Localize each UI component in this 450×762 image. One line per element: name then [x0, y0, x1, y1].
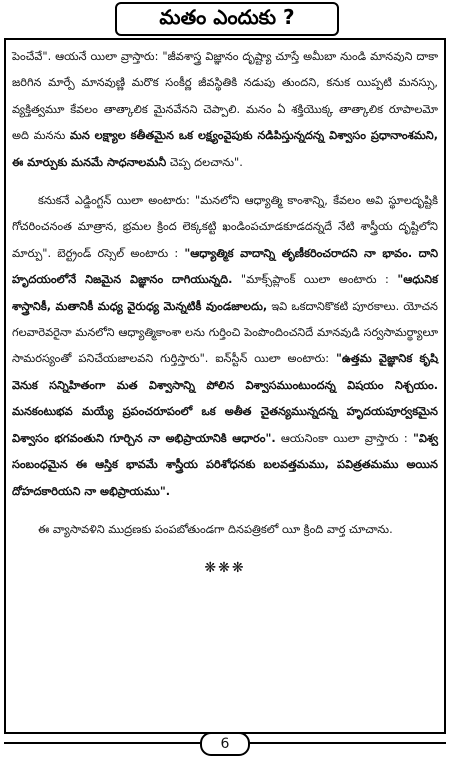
page-title: మతం ఎందుకు ?: [115, 2, 339, 36]
text-segment: పెంచేవే". ఆయనే యిలా వ్రాస్తారు: "జీవశాస్త్ర విజ్ఞానం దృష్ట్యా చూస్తే అమీబా నుండి మానవుని దాకా జరిగిన మార్పే మానవుణ్ణి మరొక సంకీర్ణ జీవస్థితికి నడుపు తుందని, కనుక యిప్పటి మనస్సు, వ్యక్తిత్వమూ కేవలం తాత్కాలిక మైనవేనని చెప్పాలి. మనం ఏ శక్తియొక్క తాత్కాలిక రూపాలమో అది మనను: [12, 50, 438, 143]
section-separator: ❋❋❋: [204, 560, 246, 577]
text-segment: "మాక్స్‌ప్లాంక్ యిలా అంటారు :: [232, 273, 398, 287]
text-segment-bold: "ఆధ్యాత్మిక వాదాన్ని తృణీకరించరాదని నా భావం. దాని హృదయంలోనే నిజమైన విజ్ఞానం దాగియున్నది.: [12, 246, 438, 287]
paragraph-1: [12, 44, 438, 176]
text-segment-bold: "ఉత్తమ వైజ్ఞానిక కృషి వెనుక సన్నిహితంగా మత విశ్వాసాన్ని పోలిన విశ్వాసముంటుందన్న విషయం నిశ్చయం. మనకంటుభవ మయ్యే ప్రపంచరూపంలో ఒక అతీత చైతన్యమున్నదన్న హృదయపూర్వకమైన విశ్వాసం భగవంతుని గూర్చిన నా అభిప్రాయానికి ఆధారం".: [12, 352, 438, 445]
paragraph-2: [12, 188, 438, 505]
text-segment-bold: "ఆధునిక శాస్త్రానికీ, మతానికీ మధ్య వైరుధ్య మెన్నటికీ వుండజాలదు,: [12, 273, 438, 313]
text-segment: ఆయనింకా యిలా వ్రాస్తారు :: [275, 431, 413, 445]
page-footer: [4, 732, 446, 752]
text-segment: ఈ వ్యాసావళిని ముద్రణకు పంపబోతుండగా దినపత్రికలో యీ క్రింది వార్త చూచాను.: [38, 522, 393, 536]
paragraph-3: [12, 517, 438, 543]
text-segment-bold: "విశ్వ సంబంధమైన ఈ ఆస్తిక భావమే శాస్త్రీయ పరిశోధనకు బలవత్తమము, పవిత్రతమము అయిన దోహదకారియని నా అభిప్రాయము".: [12, 431, 438, 498]
body-text: [12, 44, 438, 582]
page-number: 6: [200, 732, 250, 756]
text-segment: ఇవి ఒకదానికొకటి పూరకాలు. యోచన గలవారెవరైనా మనలోని ఆధ్యాత్మికాంశా లను గుర్తించి పెంపొందించనిదే మానవుడి సర్వసామర్థ్యాలూ సామరస్యంతో పనిచేయజాలవని గుర్తిస్తారు". ఐన్‌స్టీన్ యిలా అంటారు:: [12, 299, 438, 366]
text-segment: కనుకనే ఎడ్డింగ్టన్ యిలా అంటారు: "మనలోని ఆధ్యాత్మి కాంశాన్ని, కేవలం అవి స్థూలదృష్టికి గోచరించనంత మాత్రాన, భ్రమల క్రింద లెక్కకట్టి ఖండింపచూడకూడదన్నదే నేటి శాస్త్రీయ దృష్టిలోని మార్పు". బెర్ట్రండ్ రస్సెల్ అంటారు :: [12, 194, 438, 260]
text-segment: చెప్ప దలచాను".: [166, 155, 243, 169]
text-segment-bold: మన లక్ష్యాల కతీతమైన ఒక లక్ష్యంవైపుకు నడిపిస్తున్నదన్న విశ్వాసం ప్రధానాంశమని, ఈ మార్పుకు మనమే సాధనాలమనీ: [12, 129, 438, 169]
